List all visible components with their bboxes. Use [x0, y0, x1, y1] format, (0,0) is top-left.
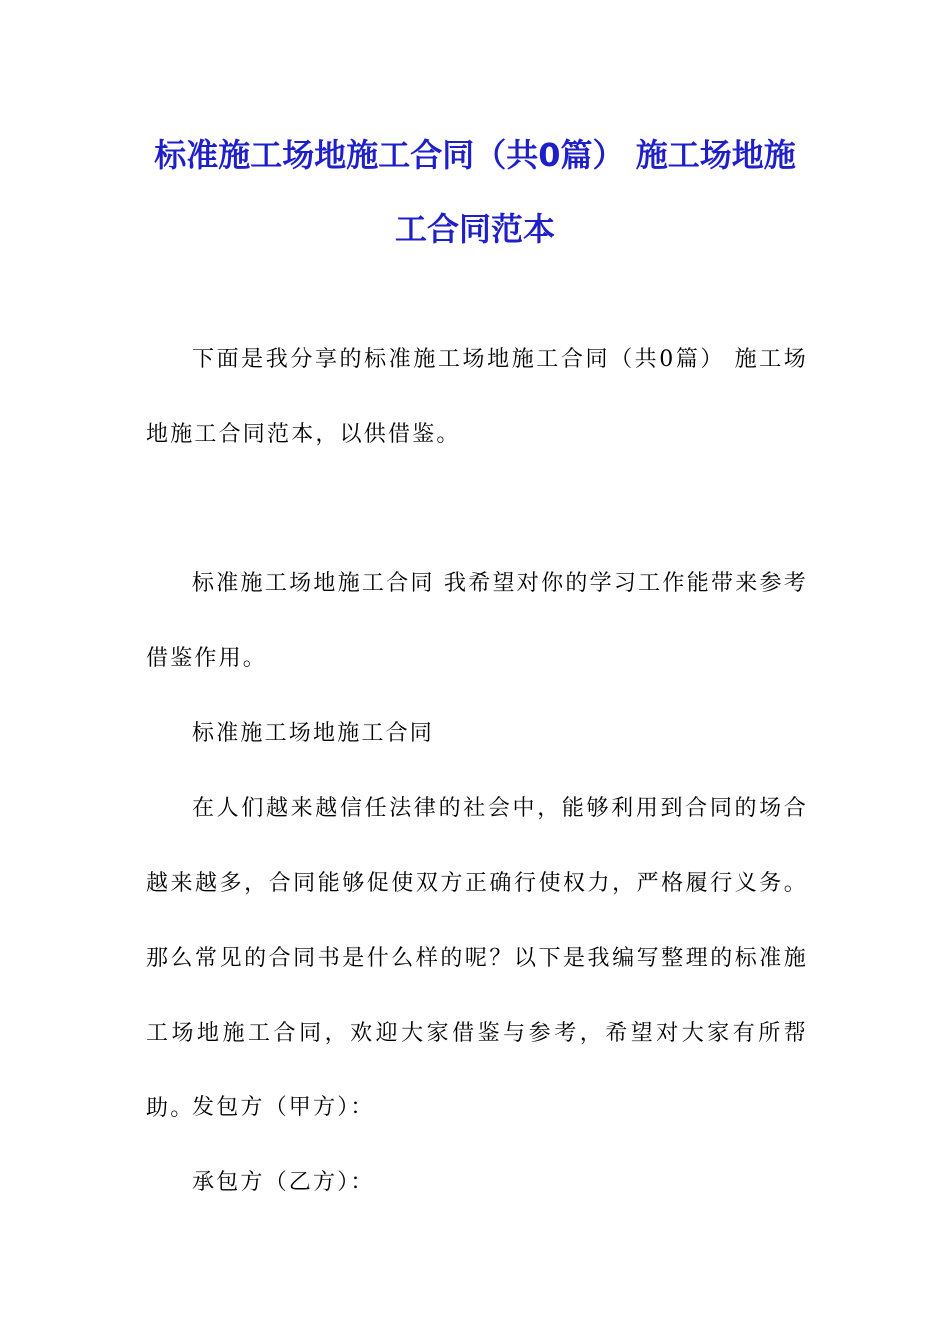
background-paragraph: 在人们越来越信任法律的社会中，能够利用到合同的场合越来越多，合同能够促使双方正确行使权力，严格履行义务。那么常见的合同书是什么样的呢？以下是我编写整理的标准施工场地施工合同，欢迎大家借鉴与参考，希望对大家有所帮助。	[146, 796, 808, 1121]
document-title: 标准施工场地施工合同（共0篇） 施工场地施工合同范本	[154, 136, 796, 248]
party-a-line: 发包方（甲方）：	[192, 1095, 375, 1120]
party-b-line: 承包方（乙方）：	[192, 1170, 375, 1195]
purpose-paragraph: 标准施工场地施工合同 我希望对你的学习工作能带来参考借鉴作用。	[146, 571, 808, 671]
intro-paragraph: 下面是我分享的标准施工场地施工合同（共0篇） 施工场地施工合同范本，以供借鉴。	[146, 347, 808, 447]
contract-heading: 标准施工场地施工合同	[192, 721, 435, 746]
